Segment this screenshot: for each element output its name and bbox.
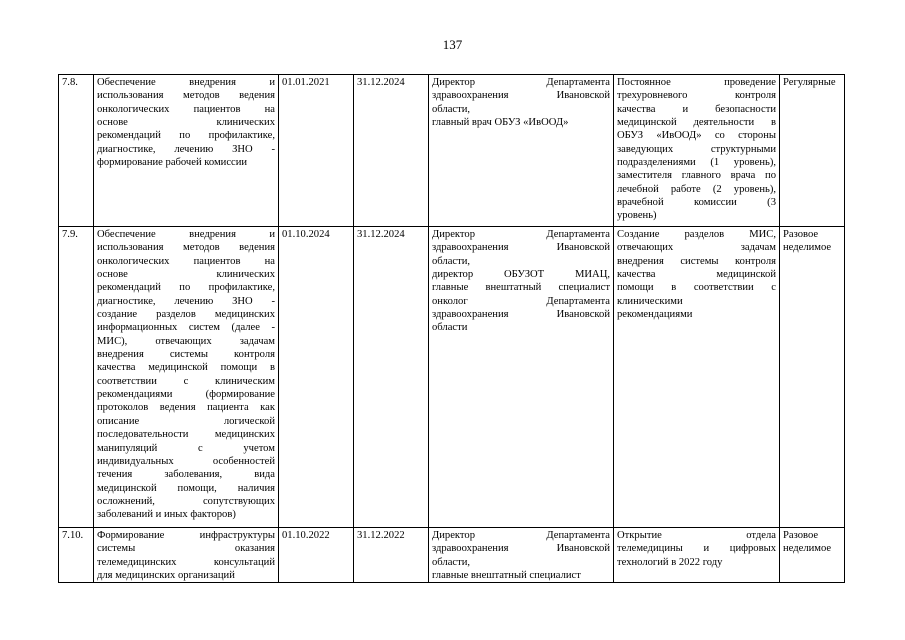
text-line: директор ОБУЗОТ МИАЦ, <box>432 269 610 281</box>
text-line: рекомендациями (формирование <box>97 389 275 401</box>
text-line: онколог Департамента <box>432 295 610 307</box>
text-line: качества и безопасности <box>617 103 776 115</box>
text-line: Директор Департамента <box>432 229 610 240</box>
table-row <box>59 227 845 528</box>
text-line: течения заболевания, вида <box>97 469 275 481</box>
text-line: Обеспечение внедрения и <box>97 77 275 88</box>
text-line: уровень) <box>617 210 657 222</box>
start-date-cell: 01.01.2021 <box>279 75 354 227</box>
text-line: основе клинических <box>97 117 275 129</box>
table-row <box>59 75 845 227</box>
text-line: ОБУЗ «ИвООД» со стороны <box>617 130 776 142</box>
text-line: области, <box>432 556 471 568</box>
text-line: отвечающих задачам <box>617 242 776 254</box>
text-line: области, <box>432 103 471 115</box>
text-line: МИС), отвечающих задачам <box>97 335 275 347</box>
text-line: телемедицины и цифровых <box>617 543 776 555</box>
text-line: Регулярные <box>783 77 836 88</box>
text-line: внедрения системы контроля <box>97 349 275 361</box>
responsible-cell <box>429 227 614 528</box>
text-line: манипуляций с учетом <box>97 442 275 454</box>
activity-name-cell <box>94 75 279 227</box>
text-line: области, <box>432 255 471 267</box>
text-line: протоколов ведения пациента как <box>97 402 275 414</box>
text-line: главные внештатный специалист <box>432 570 581 582</box>
text-line: неделимое <box>783 543 832 555</box>
end-date-cell: 31.12.2022 <box>354 528 429 583</box>
responsible-cell <box>429 75 614 227</box>
text-line: клиническими <box>617 295 683 307</box>
text-line: заместителя главного врача по <box>617 170 776 182</box>
text-line: для медицинских организаций <box>97 570 235 582</box>
text-line: качества медицинской помощи в <box>97 362 275 374</box>
text-line: главные внештатный специалист <box>432 282 610 294</box>
text-line: рекомендациями <box>617 309 693 321</box>
text-line: неделимое <box>783 242 832 254</box>
text-line: последовательности медицинских <box>97 429 275 441</box>
type-cell <box>780 75 845 227</box>
text-line: помощи в соответствии с <box>617 282 776 294</box>
item-number-cell: 7.9. <box>59 227 94 528</box>
text-line: заболеваний и иных факторов) <box>97 509 236 521</box>
start-date-cell: 01.10.2024 <box>279 227 354 528</box>
start-date-cell: 01.10.2022 <box>279 528 354 583</box>
result-cell <box>614 227 780 528</box>
text-line: здравоохранения Ивановской <box>432 242 610 254</box>
text-line: подразделениями (1 уровень), <box>617 157 776 169</box>
text-line: онкологических пациентов на <box>97 103 275 115</box>
text-line: осложнений, сопутствующих <box>97 495 275 507</box>
text-line: онкологических пациентов на <box>97 255 275 267</box>
text-line: использования методов ведения <box>97 242 275 254</box>
text-line: Обеспечение внедрения и <box>97 229 275 240</box>
text-line: диагностике, лечению ЗНО - <box>97 295 275 307</box>
text-line: заведующих структурными <box>617 143 776 155</box>
text-line: рекомендаций по профилактике, <box>97 130 275 142</box>
item-number-cell: 7.10. <box>59 528 94 583</box>
text-line: телемедицинских консультаций <box>97 556 275 568</box>
type-cell <box>780 528 845 583</box>
text-line: Постоянное проведение <box>617 77 776 88</box>
text-line: Разовое <box>783 229 819 240</box>
text-line: диагностике, лечению ЗНО - <box>97 143 275 155</box>
text-line: медицинской помощи, наличия <box>97 482 275 494</box>
text-line: формирование рабочей комиссии <box>97 157 248 169</box>
text-line: области <box>432 322 468 334</box>
text-line: главный врач ОБУЗ «ИвООД» <box>432 117 569 129</box>
text-line: Открытие отдела <box>617 530 776 541</box>
text-line: Директор Департамента <box>432 530 610 541</box>
text-line: Директор Департамента <box>432 77 610 88</box>
text-line: описание логической <box>97 415 275 427</box>
text-line: здравоохранения Ивановской <box>432 90 610 102</box>
result-cell <box>614 75 780 227</box>
text-line: здравоохранения Ивановской <box>432 543 610 555</box>
text-line: трехуровневого контроля <box>617 90 776 102</box>
page-number: 137 <box>442 37 463 52</box>
result-cell <box>614 528 780 583</box>
end-date-cell: 31.12.2024 <box>354 227 429 528</box>
text-line: создание разделов медицинских <box>97 309 275 321</box>
text-line: основе клинических <box>97 269 275 281</box>
responsible-cell <box>429 528 614 583</box>
activity-name-cell <box>94 528 279 583</box>
text-line: Формирование инфраструктуры <box>97 530 275 541</box>
text-line: медицинской деятельности в <box>617 117 776 129</box>
plan-table <box>58 74 845 583</box>
table-row <box>59 528 845 583</box>
text-line: качества медицинской <box>617 269 776 281</box>
text-line: рекомендаций по профилактике, <box>97 282 275 294</box>
text-line: врачебной комиссии (3 <box>617 197 776 209</box>
text-line: технологий в 2022 году <box>617 556 723 568</box>
text-line: информационных систем (далее - <box>97 322 275 334</box>
activity-name-cell <box>94 227 279 528</box>
text-line: здравоохранения Ивановской <box>432 309 610 321</box>
text-line: соответствии с клиническим <box>97 375 275 387</box>
end-date-cell: 31.12.2024 <box>354 75 429 227</box>
text-line: лечебной работе (2 уровень), <box>617 183 776 195</box>
text-line: внедрения системы контроля <box>617 255 776 267</box>
text-line: Создание разделов МИС, <box>617 229 776 240</box>
item-number-cell: 7.8. <box>59 75 94 227</box>
type-cell <box>780 227 845 528</box>
text-line: индивидуальных особенностей <box>97 455 275 467</box>
text-line: системы оказания <box>97 543 275 555</box>
text-line: Разовое <box>783 530 819 541</box>
text-line: использования методов ведения <box>97 90 275 102</box>
